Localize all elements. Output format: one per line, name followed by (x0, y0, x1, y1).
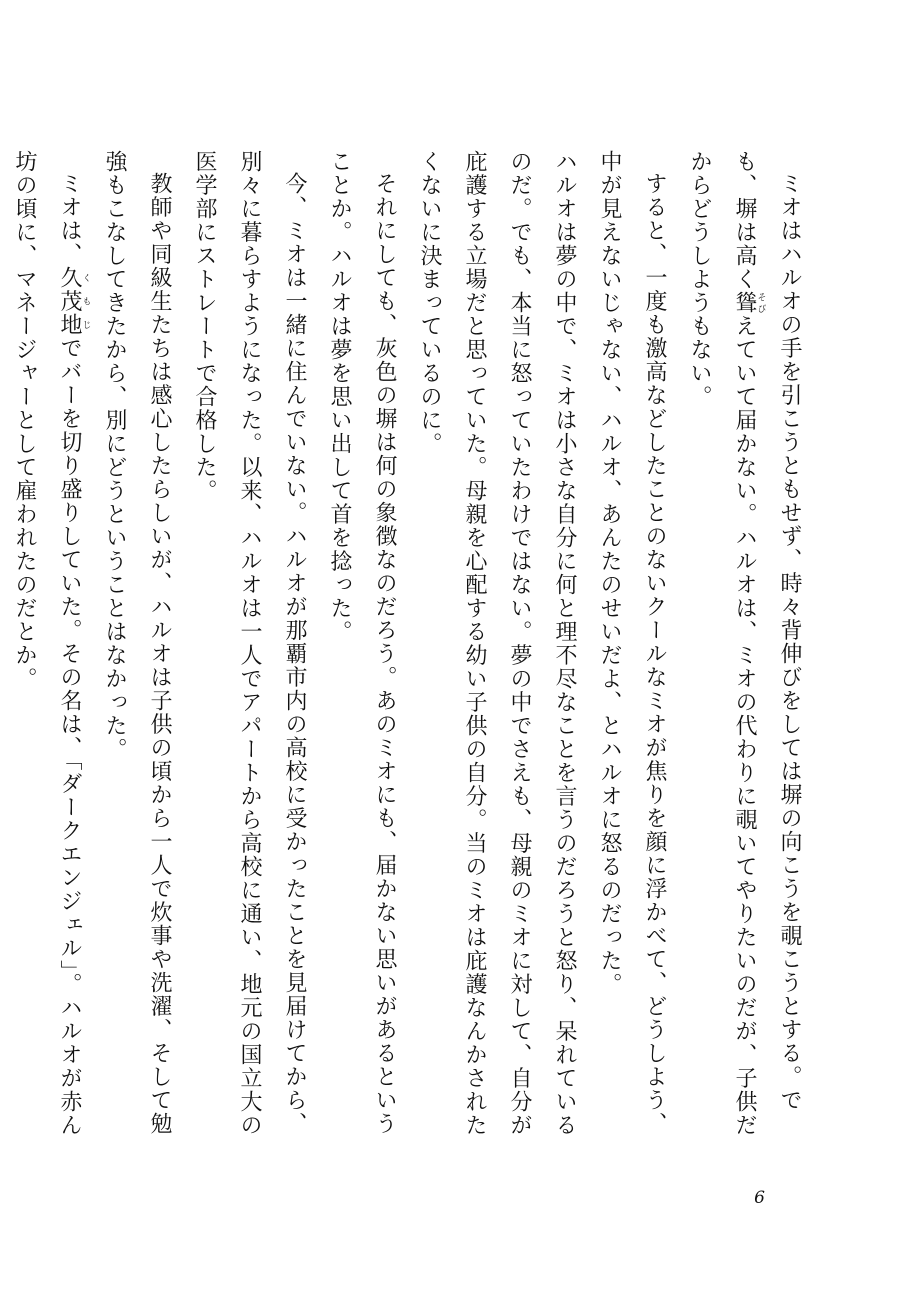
paragraph-7 (2, 150, 92, 1150)
paragraph-7-after: でバーを切り盛りしていた。その名は、「ダークエンジェル」。ハルオが赤ん坊の頃に、マネージャーとして雇われたのだとか。 (12, 150, 82, 1137)
ruby-sobi-base: 聳 (732, 291, 757, 315)
ruby-kumoji-reading: くもじ (80, 266, 91, 337)
page-number: 6 (754, 1188, 765, 1208)
ruby-kumoji-base: 久茂地 (57, 266, 82, 337)
paragraph-7-before: ミオは、 (57, 172, 82, 266)
vertical-text-body (12, 150, 812, 1150)
ruby-kumoji (57, 266, 91, 337)
paragraph-6: 教師や同級生たちは感心したらしいが、ハルオは子供の頃から一人で炊事や洗濯、そして勉強もこなしてきたから、別にどうということはなかった。 (102, 150, 172, 1136)
paragraph-1 (677, 150, 812, 1150)
paragraph-3: ハルオは夢の中で、ミオは小さな自分に何と理不尽なことを言うのだろうと怒り、呆れているのだ。でも、本当に怒っていたわけではない。夢の中でさえも、母親のミオに対して、自分が庇護する立場だと思っていた。母親を心配する幼い子供の自分。当のミオは庇護なんかされたくないに決まっているのに。 (417, 150, 577, 1137)
paragraph-2: すると、一度も激高などしたことのないクールなミオが焦りを顔に浮かべて、どうしよう、中が見えないじゃない、ハルオ、あんたのせいだよ、とハルオに怒るのだった。 (597, 150, 667, 1136)
paragraph-1-after: えていて届かない。ハルオは、ミオの代わりに覗いてやりたいのだが、子供だからどうしようもない。 (687, 150, 757, 1137)
paragraph-1-before: ミオはハルオの手を引こうともせず、時々背伸びをしては塀の向こうを覗こうとする。でも、塀は高く (732, 150, 802, 1112)
paragraph-5: 今、ミオは一緒に住んでいない。ハルオが那覇市内の高校に受かったことを見届けてから、別々に暮らすようになった。以来、ハルオは一人でアパートから高校に通い、地元の国立大の医学部にストレートで合格した。 (192, 150, 307, 1137)
paragraph-4: それにしても、灰色の塀は何の象徴なのだろう。あのミオにも、届かない思いがあるということか。ハルオは夢を思い出して首を捻った。 (327, 150, 397, 1136)
ruby-sobi (732, 291, 766, 315)
paragraph-8 (0, 150, 2, 1150)
ruby-sobi-reading: そび (755, 291, 766, 315)
